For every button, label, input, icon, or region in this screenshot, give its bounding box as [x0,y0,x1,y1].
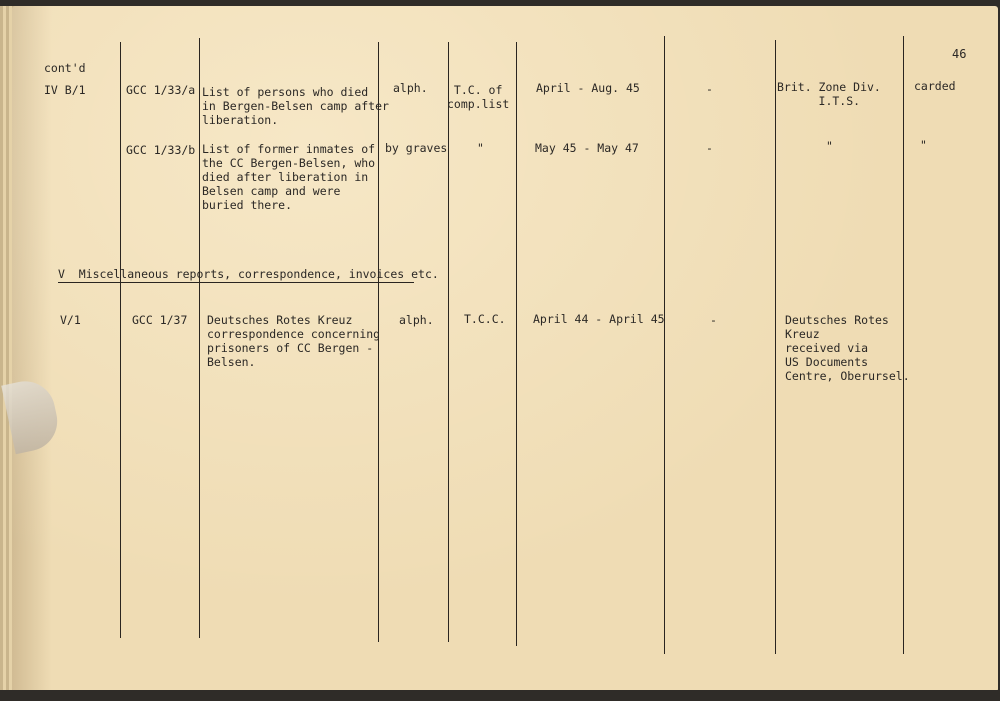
row-type: " [477,141,484,155]
row-ref: IV B/1 [44,83,86,97]
column-rule [120,42,121,638]
bottom-shadow [0,690,1000,701]
section-heading: V Miscellaneous reports, correspondence, invoices etc. [58,267,439,281]
row-dash: - [706,141,713,155]
column-rule [448,42,449,642]
row-arrangement: by graves [385,141,448,155]
row-call-no: GCC 1/33/a [126,83,196,97]
row-description: List of former inmates of the CC Bergen-Belsen, who died after liberation in Belsen camp and were buried there. [202,142,376,212]
row-type: T.C. of comp.list [447,83,510,111]
row-arrangement: alph. [393,81,428,95]
row-dash: - [710,313,717,327]
column-rule [775,40,776,654]
row-call-no: GCC 1/33/b [126,143,196,157]
row-arrangement: alph. [399,313,434,327]
row-dash: - [706,82,713,96]
contd-label: cont'd [44,61,86,75]
row-dates: April - Aug. 45 [536,81,640,95]
row-description: Deutsches Rotes Kreuz correspondence concerning prisoners of CC Bergen - Belsen. [207,313,381,369]
row-description: List of persons who died in Bergen-Belsen camp after liberation. [202,85,389,127]
column-rule [664,36,665,654]
section-underline [58,282,414,283]
row-source: Deutsches Rotes Kreuz received via US Documents Centre, Oberursel. [785,313,910,383]
row-dates: April 44 - April 45 [533,312,665,326]
row-call-no: GCC 1/37 [132,313,188,327]
row-ref: V/1 [60,313,81,327]
row-dates: May 45 - May 47 [535,141,639,155]
row-status: " [920,138,927,152]
row-source: " [826,139,833,153]
column-rule [516,42,517,646]
page-number: 46 [952,47,967,61]
row-type: T.C.C. [464,312,506,326]
row-source: Brit. Zone Div. I.T.S. [777,80,881,108]
column-rule [199,38,200,638]
row-status: carded [914,79,956,93]
